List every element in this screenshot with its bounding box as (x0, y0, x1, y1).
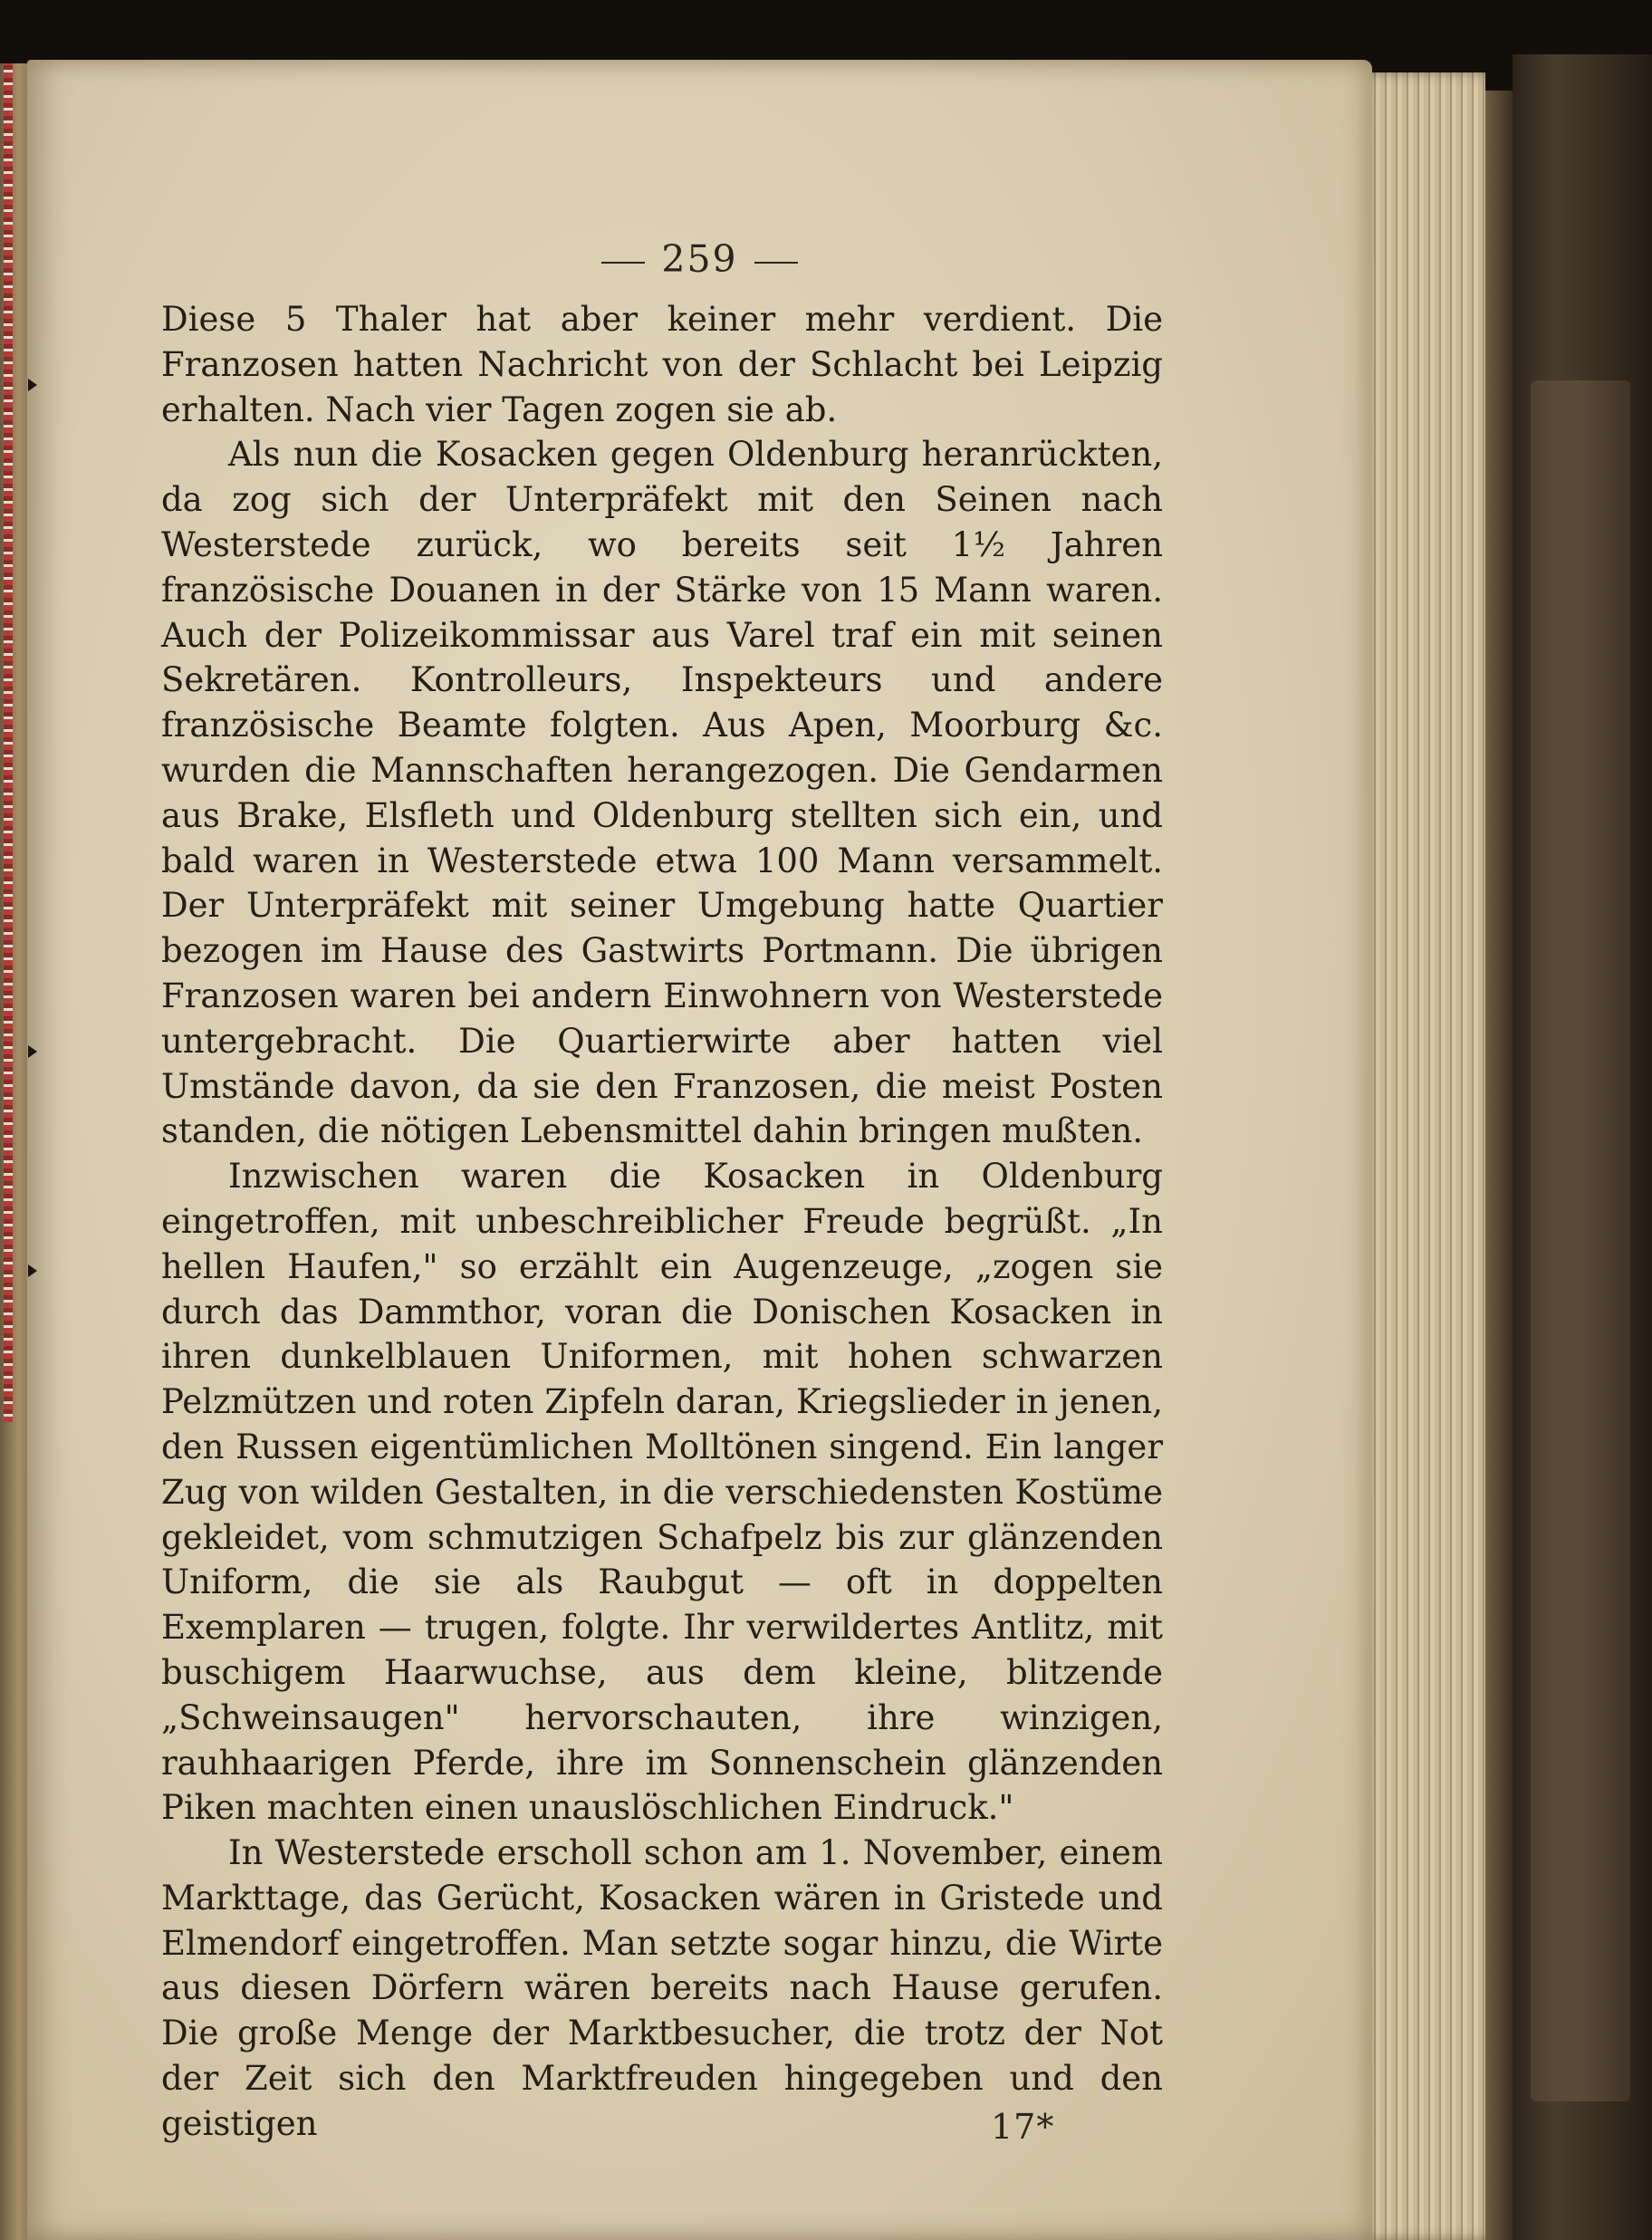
paragraph: Inzwischen waren die Kosacken in Oldenburg eingetroffen, mit unbeschreiblicher Freude begrüßt. „In hellen Haufen," so erzählt ein Augenzeuge, „zogen sie durch das Dammthor, voran die Donischen Kosacken in ihren dunkelblauen Uniformen, mit hohen schwarzen Pelzmützen und roten Zipfeln daran, Kriegslieder in jenen, den Russen eigentümlichen Molltönen singend. Ein langer Zug von wilden Gestalten, in die verschiedensten Kostüme gekleidet, vom schmutzigen Schafpelz bis zur glänzenden Uniform, die sie als Raubgut — oft in doppelten Exemplaren — trugen, folgte. Ihr verwildertes Antlitz, mit buschigem Haarwuchse, aus dem kleine, blitzende „Schweinsaugen" hervorschauten, ihre winzigen, rauhhaarigen Pferde, ihre im Sonnenschein glänzenden Piken machten einen unauslöschlichen Eindruck." (161, 1157, 1163, 1828)
page-edges (1359, 72, 1485, 2240)
margin-mark (28, 379, 37, 391)
page-edge-shadow (1485, 91, 1513, 2240)
page-number: 259 (661, 237, 738, 281)
body-text (161, 297, 1163, 2147)
cover-spine (1531, 380, 1630, 2101)
paragraph: Als nun die Kosacken gegen Oldenburg heranrückten, da zog sich der Unterpräfekt mit den Seinen nach Westerstede zurück, wo bereits seit 1½ Jahren französische Douanen in der Stärke von 15 Mann waren. Auch der Polizeikommissar aus Varel traf ein mit seinen Sekretären. Kontrolleurs, Inspekteurs und andere französische Beamte folgten. Aus Apen, Moorburg &c. wurden die Mannschaften herangezogen. Die Gendarmen aus Brake, Elsfleth und Oldenburg stellten sich ein, und bald waren in Westerstede etwa 100 Mann versammelt. Der Unterpräfekt mit seiner Umgebung hatte Quartier bezogen im Hause des Gastwirts Portmann. Die übrigen Franzosen waren bei andern Einwohnern von Westerstede untergebracht. Die Quartierwirte aber hatten viel Umstände davon, da sie den Franzosen, die meist Posten standen, die nötigen Lebensmittel dahin bringen mußten. (161, 435, 1163, 1151)
book-page (27, 60, 1372, 2240)
signature-mark: 17* (991, 2107, 1055, 2147)
page-header (27, 237, 1372, 281)
binding-thread (4, 63, 13, 1422)
paragraph: Diese 5 Thaler hat aber keiner mehr verdient. Die Franzosen hatten Nachricht von der Schlacht bei Leipzig erhalten. Nach vier Tagen zogen sie ab. (161, 300, 1163, 429)
margin-mark (28, 1264, 37, 1277)
margin-mark (28, 1045, 37, 1058)
header-dash-left (601, 262, 645, 264)
header-dash-right (754, 262, 798, 264)
paragraph: In Westerstede erscholl schon am 1. November, einem Markttage, das Gerücht, Kosacken wären in Gristede und Elmendorf eingetroffen. Man setzte sogar hinzu, die Wirte aus diesen Dörfern wären bereits nach Hause gerufen. Die große Menge der Marktbesucher, die trotz der Not der Zeit sich den Marktfreuden hingegeben und den geistigen (161, 1833, 1163, 2143)
